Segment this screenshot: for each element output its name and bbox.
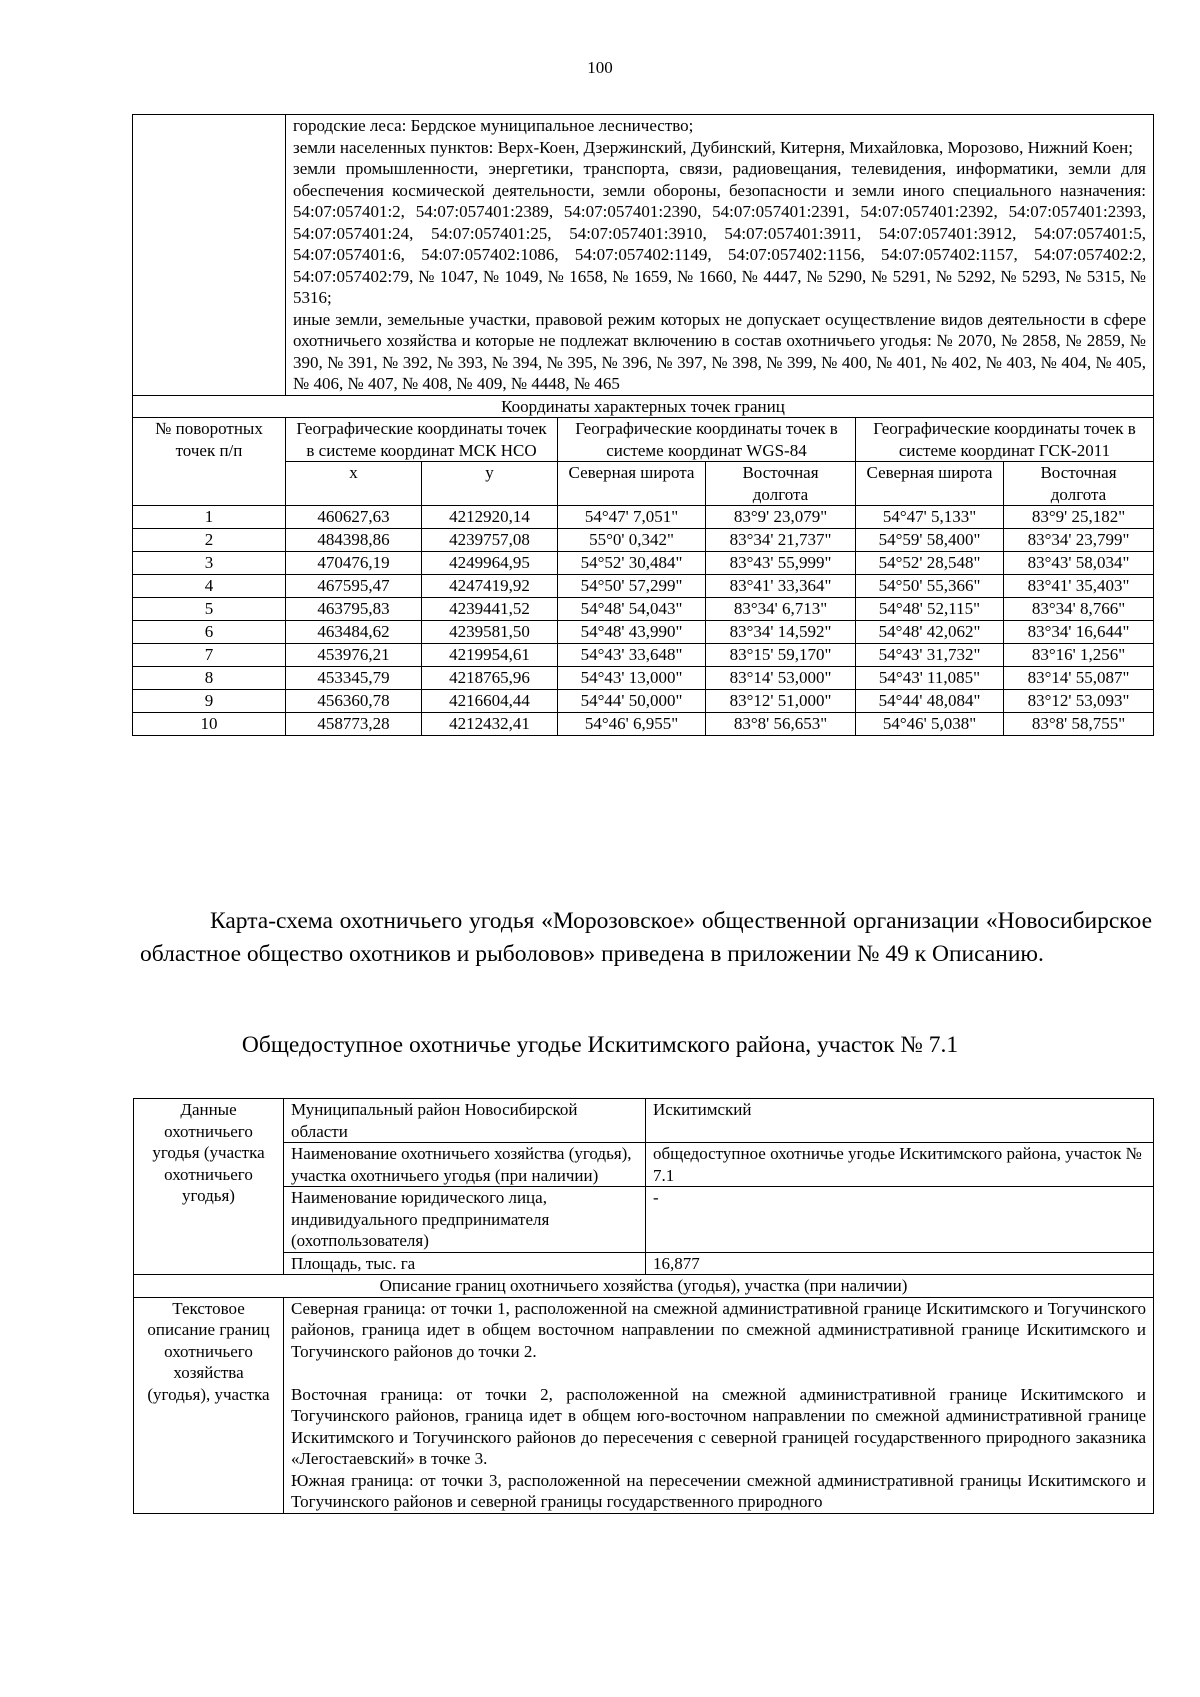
cell-n: 8 — [133, 667, 286, 690]
cell-gsk-e: 83°9' 25,182" — [1004, 506, 1154, 529]
cell-n: 4 — [133, 575, 286, 598]
hunting-ground-table — [133, 1098, 1154, 1514]
row-value: общедоступное охотничье угодье Искитимского района, участок № 7.1 — [646, 1143, 1154, 1187]
lands-settlements: земли населенных пунктов: Верх-Коен, Дзержинский, Дубинский, Китерня, Михайловка, Морозово, Нижний Коен; — [293, 137, 1133, 157]
cell-n: 7 — [133, 644, 286, 667]
row-value: - — [646, 1187, 1154, 1253]
cell-wgs-n: 54°47' 7,051" — [558, 506, 706, 529]
cell-y: 4212432,41 — [422, 713, 558, 736]
cell-n: 10 — [133, 713, 286, 736]
cell-y: 4219954,61 — [422, 644, 558, 667]
cell-n: 9 — [133, 690, 286, 713]
boundary-south: Южная граница: от точки 3, расположенной на пересечении смежной административной границы Искитимского и Тогучинского районов и северной границы государственного природного — [291, 1470, 1146, 1511]
header-wgs-north: Северная широта — [558, 462, 706, 506]
cell-x: 463484,62 — [286, 621, 422, 644]
row-label: Наименование юридического лица, индивидуального предпринимателя (охотпользователя) — [284, 1187, 646, 1253]
cell-y: 4239757,08 — [422, 529, 558, 552]
row-label: Муниципальный район Новосибирской области — [284, 1099, 646, 1143]
coords-title: Координаты характерных точек границ — [133, 395, 1154, 418]
section-heading: Общедоступное охотничье угодье Искитимского района, участок № 7.1 — [241, 1032, 959, 1058]
header-msk: Географические координаты точек в системе координат МСК НСО — [286, 418, 558, 462]
cell-wgs-n: 54°43' 33,648" — [558, 644, 706, 667]
row-label: Площадь, тыс. га — [284, 1252, 646, 1275]
cell-wgs-e: 83°12' 51,000" — [706, 690, 856, 713]
cell-n: 6 — [133, 621, 286, 644]
cell-n: 1 — [133, 506, 286, 529]
cell-x: 467595,47 — [286, 575, 422, 598]
cell-wgs-n: 54°46' 6,955" — [558, 713, 706, 736]
table-row — [133, 598, 1154, 621]
cell-gsk-n: 54°47' 5,133" — [856, 506, 1004, 529]
table-row — [133, 713, 1154, 736]
table-row — [133, 575, 1154, 598]
cell-gsk-e: 83°34' 23,799" — [1004, 529, 1154, 552]
header-gsk-north: Северная широта — [856, 462, 1004, 506]
cell-wgs-e: 83°34' 14,592" — [706, 621, 856, 644]
text-label: Текстовое описание границ охотничьего хозяйства (угодья), участка — [134, 1297, 284, 1513]
excluded-lands-cell — [286, 115, 1154, 396]
cell-gsk-e: 83°41' 35,403" — [1004, 575, 1154, 598]
coordinates-table — [132, 114, 1154, 736]
cell-x: 460627,63 — [286, 506, 422, 529]
table-row — [133, 506, 1154, 529]
cell-wgs-e: 83°34' 21,737" — [706, 529, 856, 552]
table-row — [133, 690, 1154, 713]
cell-x: 456360,78 — [286, 690, 422, 713]
lands-other: иные земли, земельные участки, правовой режим которых не допускает осуществление видов деятельности в сфере охотничьего хозяйства и которые не подлежат включению в состав охотничьего угодья: № 2070, № 2858, № 2859, № 390, № 391, № 392, № 393, № 394, № 395, № 396, № 397, № 398, № 399, № 400, № 401, № 402, № 403, № 404, № 405, № 406, № 407, № 408, № 409, № 4448, № 465 — [293, 309, 1146, 393]
cell-wgs-e: 83°15' 59,170" — [706, 644, 856, 667]
empty-cell — [133, 115, 286, 396]
header-gsk-east: Восточная долгота — [1004, 462, 1154, 506]
cell-gsk-n: 54°48' 42,062" — [856, 621, 1004, 644]
cell-wgs-n: 54°48' 54,043" — [558, 598, 706, 621]
cell-wgs-n: 54°43' 13,000" — [558, 667, 706, 690]
header-point-no: № поворотных точек п/п — [133, 418, 286, 506]
cell-gsk-e: 83°8' 58,755" — [1004, 713, 1154, 736]
cell-x: 458773,28 — [286, 713, 422, 736]
header-gsk: Географические координаты точек в системе координат ГСК-2011 — [856, 418, 1154, 462]
cell-y: 4239581,50 — [422, 621, 558, 644]
row-label: Наименование охотничьего хозяйства (угодья), участка охотничьего угодья (при наличии) — [284, 1143, 646, 1187]
row-value: 16,877 — [646, 1252, 1154, 1275]
cell-y: 4212920,14 — [422, 506, 558, 529]
lands-industry: земли промышленности, энергетики, транспорта, связи, радиовещания, телевидения, информатики, земли для обеспечения космической деятельности, земли обороны, безопасности и земли иного специального назначения: 54:07:057401:2, 54:07:057401:2389, 54:07:057401:2390, 54:07:057401:2391, 54:07:057401:2392, 54:07:057401:2393, 54:07:057401:24, 54:07:057401:25, 54:07:057401:3910, 54:07:057401:3911, 54:07:057401:3912, 54:07:057401:5, 54:07:057401:6, 54:07:057402:1086, 54:07:057402:1149, 54:07:057402:1156, 54:07:057402:1157, 54:07:057402:2, 54:07:057402:79, № 1047, № 1049, № 1658, № 1659, № 1660, № 4447, № 5290, № 5291, № 5292, № 5293, № 5315, № 5316; — [293, 159, 1146, 307]
cell-wgs-n: 54°48' 43,990" — [558, 621, 706, 644]
cell-wgs-e: 83°43' 55,999" — [706, 552, 856, 575]
page-number: 100 — [587, 58, 613, 77]
cell-gsk-e: 83°16' 1,256" — [1004, 644, 1154, 667]
cell-gsk-n: 54°44' 48,084" — [856, 690, 1004, 713]
cell-n: 5 — [133, 598, 286, 621]
table-row — [133, 552, 1154, 575]
table-row — [133, 529, 1154, 552]
cell-x: 484398,86 — [286, 529, 422, 552]
cell-n: 3 — [133, 552, 286, 575]
cell-gsk-n: 54°43' 31,732" — [856, 644, 1004, 667]
cell-wgs-n: 55°0' 0,342" — [558, 529, 706, 552]
cell-gsk-n: 54°43' 11,085" — [856, 667, 1004, 690]
group-label: Данные охотничьего угодья (участка охотничьего угодья) — [134, 1099, 284, 1275]
cell-gsk-e: 83°43' 58,034" — [1004, 552, 1154, 575]
cell-wgs-e: 83°8' 56,653" — [706, 713, 856, 736]
cell-gsk-e: 83°12' 53,093" — [1004, 690, 1154, 713]
cell-gsk-e: 83°14' 55,087" — [1004, 667, 1154, 690]
cell-n: 2 — [133, 529, 286, 552]
map-paragraph: Карта-схема охотничьего угодья «Морозовское» общественной организации «Новосибирское областное общество охотников и рыболовов» приведена в приложении № 49 к Описанию. — [140, 908, 1152, 967]
boundaries-title: Описание границ охотничьего хозяйства (угодья), участка (при наличии) — [134, 1275, 1154, 1298]
cell-gsk-n: 54°59' 58,400" — [856, 529, 1004, 552]
header-y: y — [422, 462, 558, 506]
table-row — [133, 667, 1154, 690]
row-value: Искитимский — [646, 1099, 1154, 1143]
cell-wgs-e: 83°9' 23,079" — [706, 506, 856, 529]
cell-x: 453976,21 — [286, 644, 422, 667]
cell-wgs-n: 54°44' 50,000" — [558, 690, 706, 713]
cell-y: 4239441,52 — [422, 598, 558, 621]
boundary-north: Северная граница: от точки 1, расположенной на смежной административной границе Искитимского и Тогучинского районов, граница идет в общем восточном направлении по смежной административной границе Искитимского и Тогучинского районов до точки 2. — [291, 1298, 1146, 1361]
boundaries-text — [284, 1297, 1154, 1513]
cell-wgs-e: 83°34' 6,713" — [706, 598, 856, 621]
excluded-lands-row — [133, 115, 1154, 396]
cell-x: 470476,19 — [286, 552, 422, 575]
cell-gsk-n: 54°50' 55,366" — [856, 575, 1004, 598]
cell-y: 4218765,96 — [422, 667, 558, 690]
cell-gsk-n: 54°46' 5,038" — [856, 713, 1004, 736]
cell-wgs-n: 54°50' 57,299" — [558, 575, 706, 598]
table-row — [133, 621, 1154, 644]
cell-gsk-n: 54°48' 52,115" — [856, 598, 1004, 621]
cell-wgs-e: 83°14' 53,000" — [706, 667, 856, 690]
cell-gsk-e: 83°34' 16,644" — [1004, 621, 1154, 644]
cell-gsk-e: 83°34' 8,766" — [1004, 598, 1154, 621]
cell-wgs-e: 83°41' 33,364" — [706, 575, 856, 598]
lands-forests: городские леса: Бердское муниципальное лесничество; — [293, 116, 694, 135]
cell-y: 4249964,95 — [422, 552, 558, 575]
cell-y: 4247419,92 — [422, 575, 558, 598]
cell-x: 453345,79 — [286, 667, 422, 690]
boundary-east: Восточная граница: от точки 2, расположенной на смежной административной границе Искитимского и Тогучинского районов, граница идет в общем юго-восточном направлении по смежной административной границе Искитимского и Тогучинского районов до пересечения с северной границей государственного природного заказника «Легостаевский» в точке 3. — [291, 1384, 1146, 1468]
cell-y: 4216604,44 — [422, 690, 558, 713]
header-x: x — [286, 462, 422, 506]
cell-x: 463795,83 — [286, 598, 422, 621]
cell-gsk-n: 54°52' 28,548" — [856, 552, 1004, 575]
header-wgs-east: Восточная долгота — [706, 462, 856, 506]
table-row — [133, 644, 1154, 667]
cell-wgs-n: 54°52' 30,484" — [558, 552, 706, 575]
header-wgs: Географические координаты точек в системе координат WGS-84 — [558, 418, 856, 462]
